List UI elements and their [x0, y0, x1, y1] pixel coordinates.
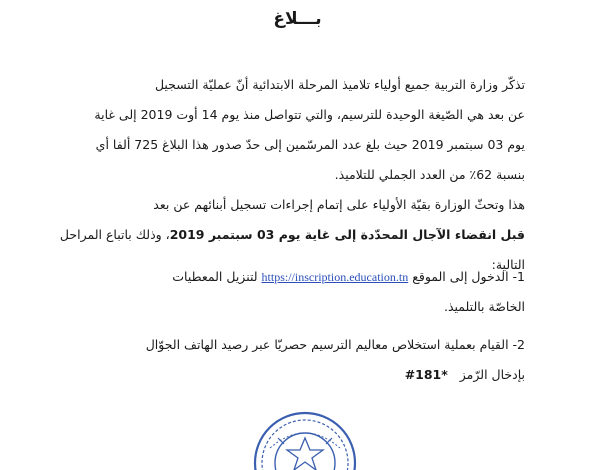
payment-code: #181*: [404, 367, 448, 382]
deadline-text: قبل انقضاء الآجال المحدّدة إلى غاية يوم 03 سبتمبر 2019: [169, 227, 525, 242]
code-prefix: بإدخال الرّمز: [459, 367, 525, 382]
step-one: [45, 262, 525, 322]
paragraph-reminder: [45, 70, 525, 190]
registration-website-link[interactable]: https://inscription.education.tn: [261, 270, 409, 284]
paragraph-line: التالية:: [491, 257, 525, 272]
step-one-text-after: لتنزيل المعطيات: [172, 269, 258, 284]
step-number: 1-: [512, 269, 525, 284]
step-two: [45, 330, 525, 390]
step-one-text: الدخول إلى الموقع: [412, 269, 509, 284]
step-one-line2: الخاصّة بالتلميذ.: [444, 299, 525, 314]
paragraph-line: بنسبة 62٪ من العدد الجملي للتلاميذ.: [334, 167, 525, 182]
paragraph-line: يوم 03 سبتمبر 2019 حيث بلغ عدد المرسّمين إلى حدّ صدور هذا البلاغ 725 ألفا أي: [95, 137, 525, 152]
document-title: بـــلاغ: [273, 9, 322, 29]
step-two-line: [45, 330, 525, 360]
paragraph-line: عن بعد هي الصّيغة الوحيدة للترسيم، والتي تتواصل منذ يوم 14 أوت 2019 إلى غاية: [94, 107, 525, 122]
official-seal-icon: [250, 408, 360, 470]
step-two-line2: [45, 360, 525, 390]
step-one-line: [45, 262, 525, 292]
paragraph-line: هذا وتحثّ الوزارة بقيّة الأولياء على إتمام إجراءات تسجيل أبنائهم عن بعد: [153, 197, 525, 212]
step-two-text: القيام بعملية استخلاص معاليم الترسيم حصريّا عبر رصيد الهاتف الجوّال: [145, 337, 509, 352]
step-number: 2-: [512, 337, 525, 352]
paragraph-line: [45, 220, 525, 250]
paragraph-line: تذكّر وزارة التربية جميع أولياء تلاميذ المرحلة الابتدائية أنّ عمليّة التسجيل: [154, 77, 525, 92]
deadline-continuation: ، وذلك باتباع المراحل: [59, 227, 170, 242]
